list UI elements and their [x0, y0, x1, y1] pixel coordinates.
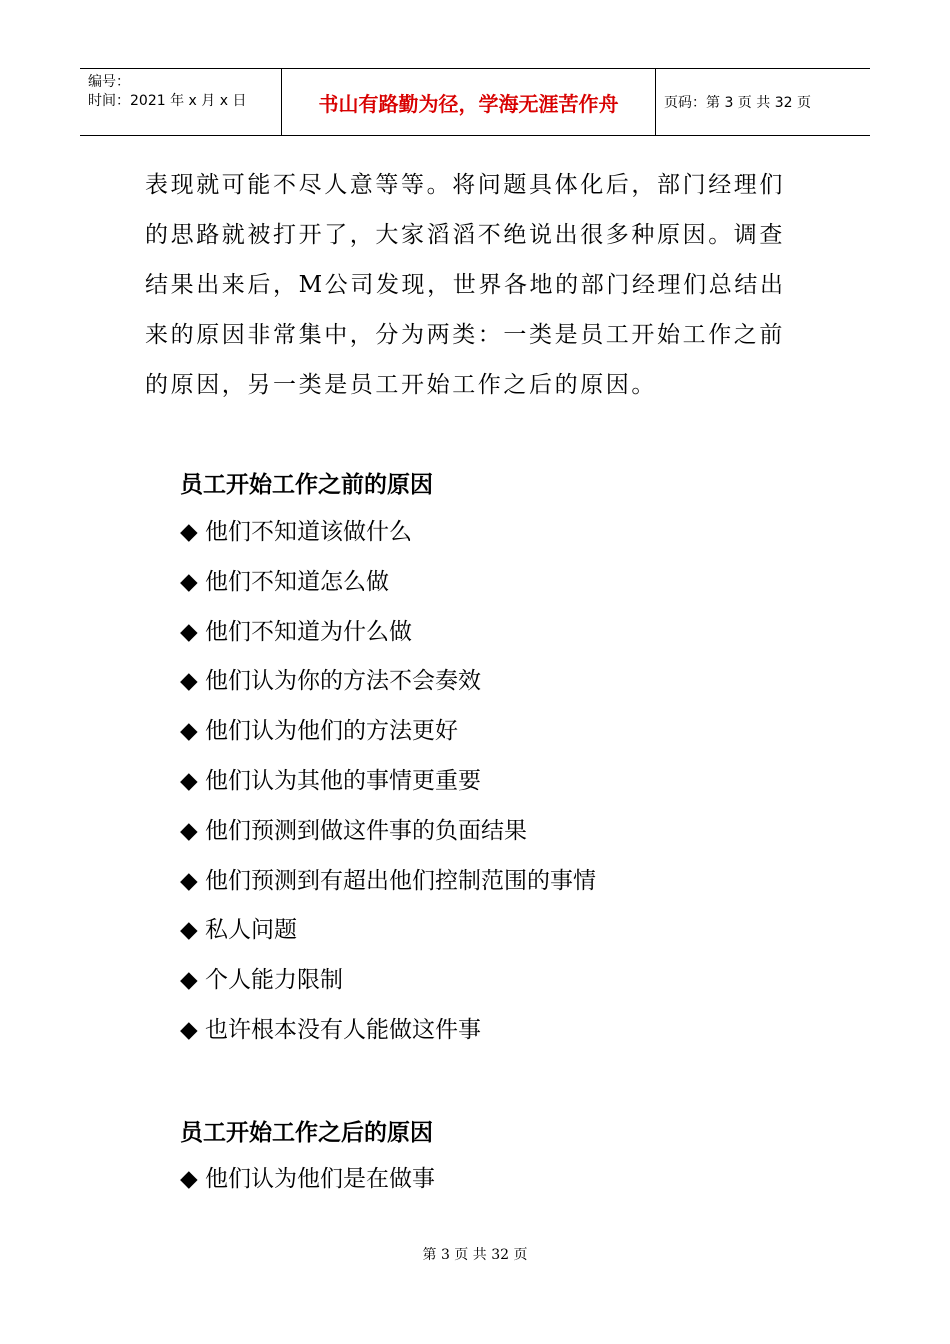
list-item: [180, 707, 596, 757]
list-item: [180, 757, 596, 807]
list-item-text: 个人能力限制: [205, 967, 343, 994]
paragraph-line: 结果出来后，M公司发现，世界各地的部门经理们总结出: [145, 272, 786, 298]
header-page-info-cell: [656, 69, 870, 135]
list-after: [180, 1155, 435, 1205]
paragraph-line: 的思路就被打开了，大家滔滔不绝说出很多种原因。调查: [145, 222, 785, 248]
list-item-text: 他们认为他们是在做事: [205, 1166, 435, 1192]
diamond-bullet-icon: ◆: [180, 568, 198, 595]
list-item-text: 他们预测到做这件事的负面结果: [205, 817, 527, 844]
header-number-label: 编号：: [88, 74, 130, 90]
list-item-text: 私人问题: [205, 917, 297, 944]
header-meta: [80, 69, 282, 135]
list-item-text: 他们认为你的方法不会奏效: [205, 668, 481, 695]
body-paragraph: [145, 160, 810, 410]
list-item-text: 他们认为其他的事情更重要: [205, 767, 481, 794]
diamond-bullet-icon: ◆: [180, 1016, 198, 1043]
diamond-bullet-icon: ◆: [180, 967, 198, 994]
diamond-bullet-icon: ◆: [180, 718, 198, 745]
list-item: [180, 657, 596, 707]
diamond-bullet-icon: ◆: [180, 668, 198, 695]
diamond-bullet-icon: ◆: [180, 519, 198, 545]
list-item-text: 他们不知道该做什么: [205, 519, 412, 545]
list-item-text: 他们预测到有超出他们控制范围的事情: [205, 867, 596, 894]
list-item: [180, 558, 596, 608]
page-header: [80, 68, 870, 136]
diamond-bullet-icon: ◆: [180, 767, 198, 794]
diamond-bullet-icon: ◆: [180, 817, 198, 844]
paragraph-line: 表现就可能不尽人意等等。将问题具体化后，部门经理们: [145, 172, 785, 198]
list-item: [180, 857, 596, 907]
list-item: [180, 807, 596, 857]
list-item-text: 也许根本没有人能做这件事: [205, 1016, 481, 1043]
list-item: [180, 906, 596, 956]
header-date: 时间：2021 年 x 月 x 日: [88, 93, 247, 109]
diamond-bullet-icon: ◆: [180, 867, 198, 894]
paragraph-line: 来的原因非常集中，分为两类：一类是员工开始工作之前: [145, 322, 785, 348]
list-item: [180, 508, 596, 558]
section-title-before: 员工开始工作之前的原因: [180, 472, 433, 498]
list-item-text: 他们不知道怎么做: [205, 568, 389, 595]
diamond-bullet-icon: ◆: [180, 917, 198, 944]
list-item-text: 他们不知道为什么做: [205, 618, 412, 645]
diamond-bullet-icon: ◆: [180, 618, 198, 645]
list-item: [180, 1006, 596, 1056]
paragraph-line: 的原因，另一类是员工开始工作之后的原因。: [145, 372, 657, 398]
section-title-after: 员工开始工作之后的原因: [180, 1120, 433, 1146]
list-item-text: 他们认为他们的方法更好: [205, 718, 458, 745]
list-item: [180, 956, 596, 1006]
list-before: [180, 508, 596, 1056]
list-item: [180, 608, 596, 658]
header-page-info: 页码：第 3 页 共 32 页: [664, 95, 811, 111]
header-motto-cell: [282, 69, 656, 135]
diamond-bullet-icon: ◆: [180, 1166, 198, 1192]
page-footer: 第 3 页 共 32 页: [422, 1247, 528, 1263]
list-item: [180, 1155, 435, 1205]
header-motto: 书山有路勤为径，学海无涯苦作舟: [318, 91, 619, 116]
